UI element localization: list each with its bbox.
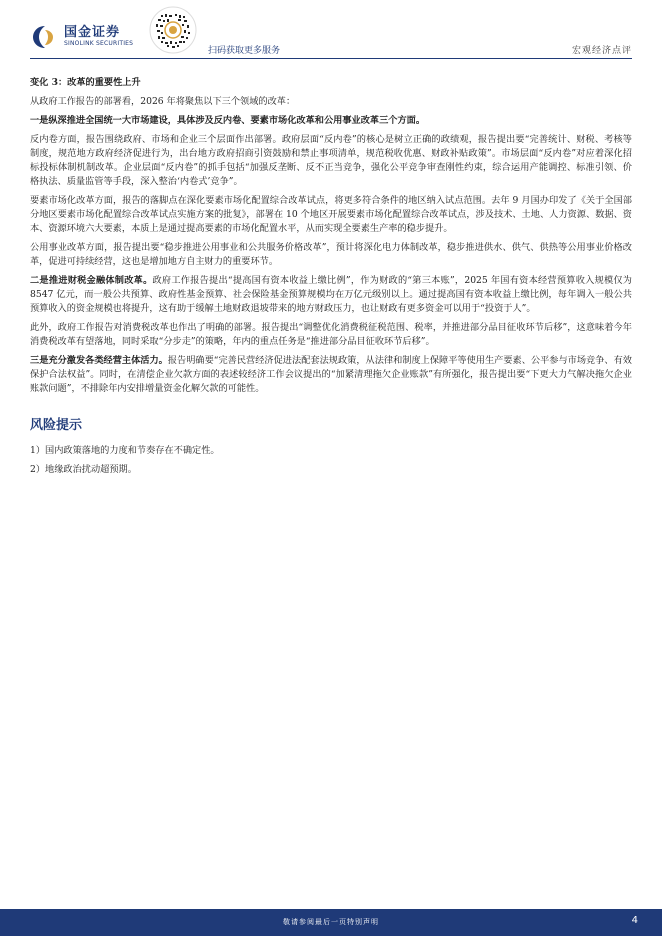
company-logo [30,24,133,50]
point-two-body: 政府工作报告提出“提高国有资本收益上缴比例”，作为财政的“第三本账”，2025 年国有资本经营预算收入规模仅为 8547 亿元，而一般公共预算、政府性基金预算、社会保险基金预算规模均在万亿元级别以上。通过提高国有资本收益上缴比例，每年调入一般公共预算收入的资金规模也将提升，这有助于缓解土地财政退坡带来的地方财政压力，也让财政有更多资金可以用于“投资于人”。 [30,275,632,314]
page-footer [0,909,662,936]
page-number: 4 [631,915,638,926]
consumption-tax-paragraph: 此外，政府工作报告对消费税改革也作出了明确的部署。报告提出“调整优化消费税征税范围、税率，并推进部分品目征收环节后移”，这意味着今年消费税改革有望落地，同时采取“分步走”的策略，年内的重点任务是“推进部分品目征收环节后移”。 [30,322,632,347]
page-header [0,0,662,66]
logo-mark-icon [30,24,60,50]
risk-item-2: 2）地缘政治扰动超预期。 [30,464,137,475]
section-title: 变化 3：改革的重要性上升 [30,77,141,88]
logo-chinese-name: 国金证券 [64,25,121,40]
report-type-label: 宏观经济点评 [571,46,632,56]
main-content [30,76,632,482]
point-two-paragraph [30,274,632,316]
header-divider [30,58,632,59]
point-three-heading: 三是充分激发各类经营主体活力。 [30,355,168,366]
risk-item-1: 1）国内政策落地的力度和节奏存在不确定性。 [30,445,220,456]
qr-code-icon[interactable] [149,6,197,54]
point-two-heading: 二是推进财税金融体制改革。 [30,275,153,286]
point-three-paragraph [30,354,632,396]
footer-disclaimer: 敬请参阅最后一页特别声明 [283,918,379,926]
factor-market-paragraph: 要素市场化改革方面，报告的落脚点在深化要素市场化配置综合改革试点，将更多符合条件的地区纳入试点范围。去年 9 月国办印发了《关于全国部分地区要素市场化配置综合改革试点实施方案的批复》，部署在 10 个地区开展要素市场化配置综合改革试点，涉及技术、土地、人力资源、数据、资本、资源环境六大要素，本质上是通过提高要素的市场化配置水平，从而实现全要素生产率的稳步提升。 [30,195,632,234]
section-intro: 从政府工作报告的部署看，2026 年将聚焦以下三个领域的改革： [30,96,296,107]
scan-qr-link[interactable]: 扫码获取更多服务 [208,46,281,56]
point-one-heading: 一是纵深推进全国统一大市场建设，具体涉及反内卷、要素市场化改革和公用事业改革三个方面。 [30,115,426,126]
risk-heading: 风险提示 [30,418,83,433]
anti-involution-paragraph: 反内卷方面，报告围绕政府、市场和企业三个层面作出部署。政府层面“反内卷”的核心是树立正确的政绩观，报告提出要“完善统计、财税、考核等制度，规范地方政府经济促进行为，出台地方政府招商引资鼓励和禁止事项清单，规范税收优惠、财政补贴政策”。市场层面“反内卷”对应着深化招标投标体制机制改革。企业层面“反内卷”的抓手包括“加强反垄断、反不正当竞争，强化公平竞争审查刚性约束，综合运用产能调控、标准引领、价格执法、质量监管等手段，深入整治‘内卷式’竞争”。 [30,134,632,187]
point-three-body: 报告明确要“完善民营经济促进法配套法规政策，从法律和制度上保障平等使用生产要素、公平参与市场竞争、有效保护合法权益”。同时，在清偿企业欠款方面的表述较经济工作会议提出的“加紧清理拖欠企业账款”有所强化，报告提出要“下更大力气解决拖欠企业账款问题”，不排除年内安排增量资金化解欠款的可能性。 [30,355,632,394]
logo-english-name: SINOLINK SECURITIES [64,40,134,47]
public-utility-paragraph: 公用事业改革方面，报告提出要“稳步推进公用事业和公共服务价格改革”，预计将深化电力体制改革，稳步推进供水、供气、供热等公用事业价格改革，促进可持续经营，这也是增加地方自主财力的重要环节。 [30,242,632,267]
